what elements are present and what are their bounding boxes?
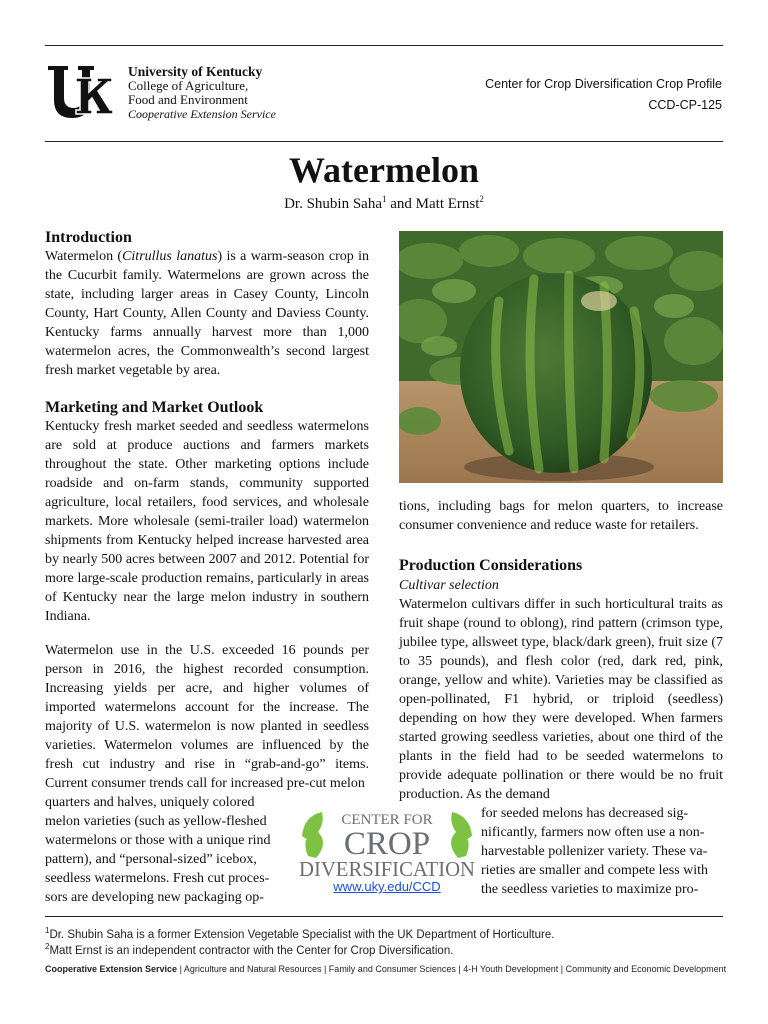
cultivar-subheading: Cultivar selection xyxy=(399,578,499,593)
extension-service: Cooperative Extension Service xyxy=(128,107,276,121)
intro-species: Citrullus lanatus xyxy=(122,249,218,264)
ccd-line-3: DIVERSIFICATION xyxy=(299,857,475,881)
page-footer xyxy=(45,964,745,974)
footnote-1-mark: 1 xyxy=(45,926,50,935)
wrap-line: seedless watermelons. Fresh cut proces- xyxy=(45,871,270,886)
production-paragraph-1-wrap xyxy=(481,804,723,899)
wrap-line: pattern), and “personal-sized” icebox, xyxy=(45,852,257,867)
footer-rest: | Agriculture and Natural Resources | Family and Consumer Sciences | 4-H Youth Development | Community and Economic Development xyxy=(177,964,727,974)
wrap-line: for seeded melons has decreased sig- xyxy=(481,806,689,821)
footnote-rule xyxy=(45,916,723,917)
profile-code: CCD-CP-125 xyxy=(648,98,722,112)
marketing-paragraph-2-wrap xyxy=(45,793,292,907)
wrap-line: sors are developing new packaging op- xyxy=(45,890,264,905)
production-paragraph-1: Watermelon cultivars differ in such horticultural traits as fruit shape (round to oblong), rind pattern (crimson type, jubilee type, allsweet type, black/dark green), fruit size (7 to 35 pounds), and flesh color (red, dark red, pink, orange, yellow and white). Varieties may be classified as open-pollinated, F1 hybrid, or triploid (seedless) depending on how they were developed. When farmers started growing seedless varieties, about one third of the plants in the field had to be seeded watermelons to provide adequate pollination or there would be no fruit production. As the demand xyxy=(399,597,723,802)
intro-heading: Introduction xyxy=(45,229,132,246)
wrap-line: watermelons or those with a unique rind xyxy=(45,833,271,848)
leaf-right-icon xyxy=(451,812,472,858)
footnote-2-text: Matt Ernst is an independent contractor with the Center for Crop Diversification. xyxy=(49,944,454,957)
leaf-left-icon xyxy=(302,812,323,858)
header-rule xyxy=(45,141,723,142)
ccd-line-2: CROP xyxy=(343,826,431,862)
wrap-line: melon varieties (such as yellow-fleshed xyxy=(45,814,267,829)
intro-paragraph xyxy=(45,247,369,380)
author-1: Dr. Shubin Saha xyxy=(284,196,382,212)
university-block xyxy=(128,64,276,122)
university-name: University of Kentucky xyxy=(128,64,263,79)
college-line-1: College of Agriculture, xyxy=(128,78,249,93)
wrap-line: harvestable pollenizer variety. These va- xyxy=(481,844,708,859)
author-2-mark: 2 xyxy=(479,194,484,204)
wrap-line: the seedless varieties to maximize pro- xyxy=(481,882,699,897)
marketing-paragraph-2: Watermelon use in the U.S. exceeded 16 pounds per person in 2016, the highest recorded consumption. Increasing yields per acre, and higher volumes of imported watermelons account for the increase. The majority of U.S. watermelon is now planted in seedless varieties. Watermelon volumes are influenced by the fresh cut industry and rise in “grab-and-go” items. Current consumer trends call for increased pre-cut melon xyxy=(45,643,369,791)
top-rule xyxy=(45,45,723,46)
ccd-line-1: CENTER FOR xyxy=(341,812,433,828)
production-heading: Production Considerations xyxy=(399,557,583,574)
wrap-line: nificantly, farmers now often use a non- xyxy=(481,825,705,840)
ccd-url-link[interactable]: www.uky.edu/CCD xyxy=(333,879,441,894)
author-1-mark: 1 xyxy=(382,194,387,204)
wrap-line: rieties are smaller and compete less with xyxy=(481,863,709,878)
intro-text-b: ) is a warm-season crop in the Cucurbit family. Watermelons are grown across the state, including larger areas in Casey County, Lincoln County, Hart County, Allen County and Daviess County. Kentucky farms annually harvest more than 1,000 watermelon acres, the Commonwealth’s second largest fresh market vegetable by area. xyxy=(45,249,370,378)
crop-profile-header xyxy=(485,74,722,116)
wrap-line: quarters and halves, uniquely colored xyxy=(45,795,255,810)
footnote-2 xyxy=(45,939,453,959)
authors xyxy=(0,194,768,213)
author-joiner: and Matt Ernst xyxy=(386,196,480,212)
footnote-2-mark: 2 xyxy=(45,942,50,951)
intro-text-a: Watermelon ( xyxy=(45,249,123,264)
marketing-paragraph-2-continued: tions, including bags for melon quarters, to increase consumer convenience and reduce waste for retailers. xyxy=(399,499,723,533)
profile-title: Center for Crop Diversification Crop Profile xyxy=(485,77,722,91)
page-title: Watermelon xyxy=(289,150,479,190)
watermelon-photo xyxy=(399,231,723,483)
marketing-paragraph-1: Kentucky fresh market seeded and seedless watermelons are sold at produce auctions and farmers markets throughout the state. Other marketing options include roadside and on-farm stands, community supported agriculture, local retailers, food services, and wholesale markets. More wholesale (semi-trailer load) watermelon shipments from Kentucky helped increase harvested area by nearly 500 acres between 2007 and 2012. Potential for more large-scale production remains, particularly in areas of Kentucky near the large melon industry in southern Indiana. xyxy=(45,419,369,624)
footer-bold: Cooperative Extension Service xyxy=(45,964,178,974)
uk-logo-icon xyxy=(46,64,114,120)
marketing-heading: Marketing and Market Outlook xyxy=(45,399,264,416)
college-line-2: Food and Environment xyxy=(128,92,248,107)
footnote-1-text: Dr. Shubin Saha is a former Extension Vegetable Specialist with the UK Department of Horticulture. xyxy=(49,928,555,941)
